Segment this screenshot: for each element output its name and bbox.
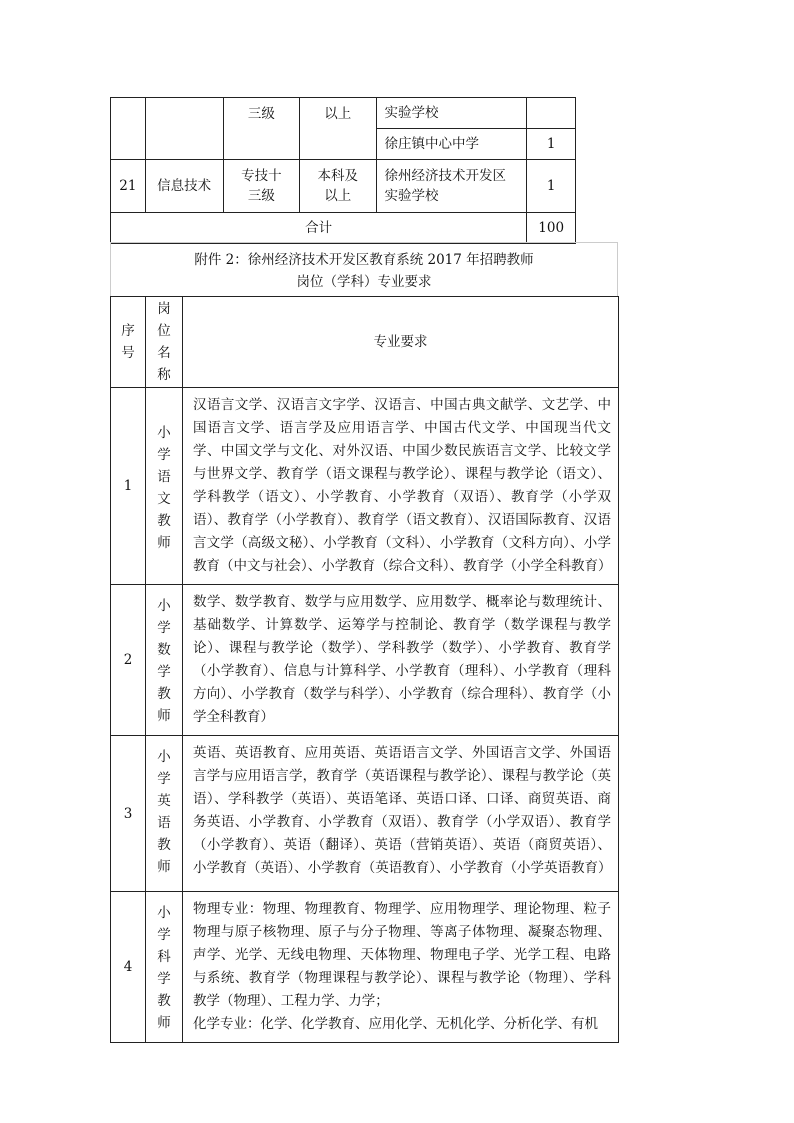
attachment-title-line2: 岗位（学科）专业要求	[296, 274, 432, 290]
header-position-text: 岗位名称	[157, 301, 171, 383]
physics-requirement: 物理专业：物理、物理教育、物理学、应用物理学、理论物理、粒子物理与原子核物理、原子与分子物理、等离子体物理、凝聚态物理、声学、光学、无线电物理、天体物理、物理电子学、光学工程、电路与系统、教育学（物理课程与教学论）、课程与教学论（物理）、学科教学（物理）、工程力学、力学；	[193, 901, 611, 1009]
row-position	[146, 892, 183, 1043]
cell-school: 徐庄镇中心中学	[376, 129, 527, 160]
row-position	[146, 736, 183, 892]
row-num: 3	[111, 736, 146, 892]
title-text: 专技十三级	[241, 168, 282, 204]
cell-count: 1	[527, 129, 576, 160]
row-position-text: 小学科学教师	[157, 905, 171, 1031]
cell-education: 以上	[300, 98, 376, 160]
row-num: 1	[111, 388, 146, 585]
row-position	[146, 585, 183, 736]
row-num: 2	[111, 585, 146, 736]
chemistry-requirement: 化学专业：化学、化学教育、应用化学、无机化学、分析化学、有机	[193, 1016, 598, 1032]
header-requirement: 专业要求	[183, 297, 619, 388]
cell-subject-empty	[145, 98, 223, 160]
cell-school	[376, 160, 527, 213]
cell-school: 实验学校	[376, 98, 527, 129]
cell-title: 三级	[223, 98, 299, 160]
major-requirements-table	[110, 296, 619, 1043]
header-position	[146, 297, 183, 388]
education-text: 本科及以上	[317, 168, 359, 204]
total-label: 合计	[111, 213, 527, 244]
row-position	[146, 388, 183, 585]
cell-num-empty	[111, 98, 146, 160]
row-position-text: 小学英语教师	[157, 749, 171, 875]
row-position-text: 小学语文教师	[157, 425, 171, 551]
row-requirement: 英语、英语教育、应用英语、英语语言文学、外国语言文学、外国语言学与应用语言学，教育学（英语课程与教学论）、课程与教学论（英语）、学科教学（英语）、英语笔译、英语口译、口译、商贸英语、商务英语、小学教育、小学教育（双语）、教育学（小学双语）、教育学（小学教育）、英语（翻译）、英语（营销英语）、英语（商贸英语）、小学教育（英语）、小学教育（英语教育）、小学教育（小学英语教育）	[183, 736, 619, 892]
header-num	[111, 297, 146, 388]
recruitment-table-continued	[110, 97, 576, 244]
school-text: 徐州经济技术开发区实验学校	[384, 168, 507, 204]
row-requirement	[183, 892, 619, 1043]
header-num-text: 序号	[121, 323, 135, 361]
row-num: 4	[111, 892, 146, 1043]
row-position-text: 小学数学教师	[157, 598, 171, 724]
row-requirement: 汉语言文学、汉语言文字学、汉语言、中国古典文献学、文艺学、中国语言文学、语言学及应用语言学、中国古代文学、中国现当代文学、中国文学与文化、对外汉语、中国少数民族语言文学、比较文学与世界文学、教育学（语文课程与教学论）、课程与教学论（语文）、学科教学（语文）、小学教育、小学教育（双语）、教育学（小学双语）、教育学（小学教育）、教育学（语文教育）、汉语国际教育、汉语言文学（高级文秘）、小学教育（文科）、小学教育（文科方向）、小学教育（中文与社会）、小学教育（综合文科）、教育学（小学全科教育）	[183, 388, 619, 585]
row-requirement: 数学、数学教育、数学与应用数学、应用数学、概率论与数理统计、基础数学、计算数学、运筹学与控制论、教育学（数学课程与教学论）、课程与教学论（数学）、学科教学（数学）、小学教育、教育学（小学教育）、信息与计算科学、小学教育（理科）、小学教育（理科方向）、小学教育（数学与科学）、小学教育（综合理科）、教育学（小学全科教育）	[183, 585, 619, 736]
cell-subject: 信息技术	[145, 160, 223, 213]
total-count: 100	[527, 213, 576, 244]
cell-title	[223, 160, 299, 213]
cell-education	[300, 160, 376, 213]
cell-num: 21	[111, 160, 146, 213]
cell-count: 1	[527, 160, 576, 213]
attachment-title-line1: 附件 2：徐州经济技术开发区教育系统 2017 年招聘教师	[194, 252, 534, 268]
cell-count	[527, 98, 576, 129]
attachment-title	[110, 242, 618, 296]
